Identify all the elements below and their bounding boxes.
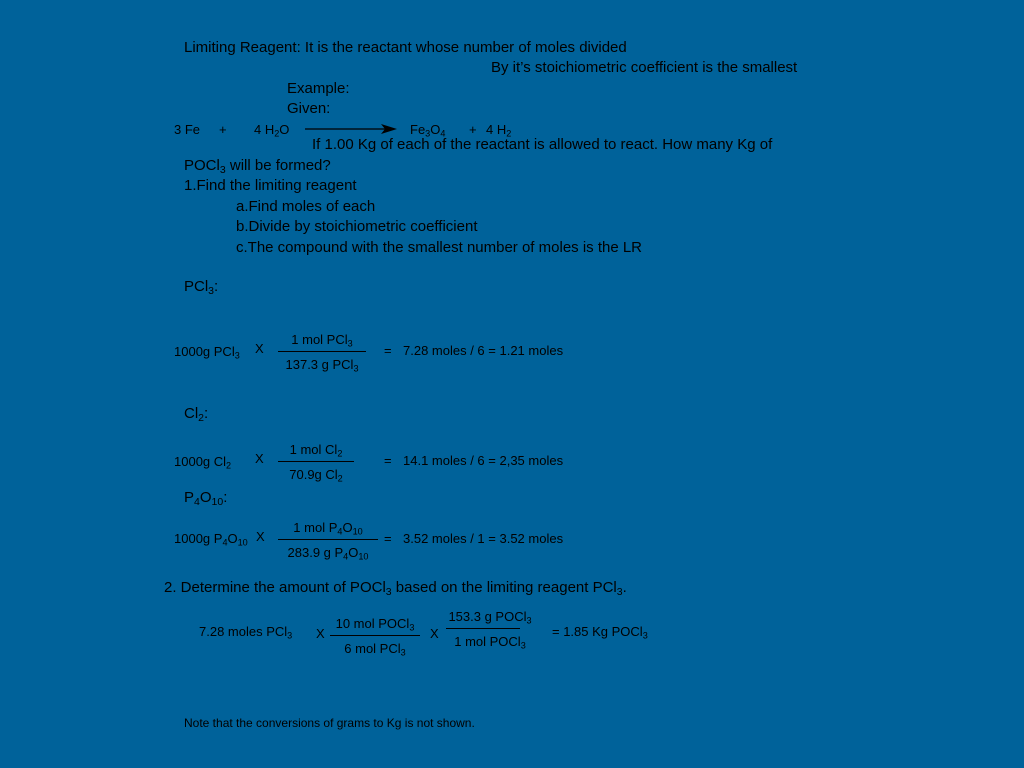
step-2: 2. Determine the amount of POCl$_3$ based on the limiting reagent PCl$_3$.	[164, 579, 627, 599]
multiply-sign: X	[430, 626, 439, 641]
plus-sign: +	[219, 122, 227, 137]
p4o10-result: 3.52 moles / 1 = 3.52 moles	[403, 531, 564, 546]
step-1a: a.Find moles of each	[236, 198, 376, 215]
fraction-numerator: 1 mol PCl$_3$	[291, 332, 353, 349]
equals-sign: =	[384, 531, 392, 546]
p4o10-heading: $P_4O_{10}$:	[184, 489, 228, 509]
step-1c: c.The compound with the smallest number of moles is the LR	[236, 239, 643, 256]
fraction-numerator: 10 mol POCl$_3$	[335, 616, 415, 633]
step-1: 1.Find the limiting reagent	[184, 177, 357, 194]
question-line-1: If 1.00 Kg of each of the reactant is allowed to react. How many Kg of	[312, 136, 773, 153]
example-label: Example:	[287, 80, 350, 97]
reactant-fe: 3 Fe	[174, 122, 201, 137]
fraction-denominator: 1 mol POCl$_3$	[454, 634, 526, 651]
step-1b: b.Divide by stoichiometric coefficient	[236, 218, 478, 235]
fraction-numerator: 153.3 g POCl$_3$	[448, 609, 532, 626]
reactant-h2o: 4 $H_2O$	[254, 122, 290, 139]
fraction-denominator: 137.3 g PCl$_3$	[285, 357, 359, 374]
given-label: Given:	[287, 100, 331, 117]
fraction-numerator: 1 mol $Cl_2$	[289, 442, 343, 459]
cl2-conversion-fraction	[278, 442, 354, 484]
fraction-denominator: 70.9g $Cl_2$	[289, 467, 343, 484]
p4o10-given: 1000g $P_4O_{10}$	[174, 531, 248, 548]
question-line-2: POCl$_3$ will be formed?	[184, 157, 331, 177]
reaction-arrow-icon	[305, 122, 397, 136]
multiply-sign: X	[255, 451, 264, 466]
equals-sign: =	[384, 343, 392, 358]
footnote: Note that the conversions of grams to Kg is not shown.	[184, 716, 475, 730]
definition-line-2: By it’s stoichiometric coefficient is the smallest	[491, 59, 798, 76]
step2-given: 7.28 moles PCl$_3$	[199, 624, 293, 641]
fraction-denominator: 283.9 g $P_4O_{10}$	[287, 545, 369, 562]
multiply-sign: X	[316, 626, 325, 641]
molar-mass-fraction	[440, 609, 540, 651]
fraction-bar	[278, 539, 378, 540]
pcl3-result: 7.28 moles / 6 = 1.21 moles	[403, 343, 564, 358]
fraction-bar	[446, 628, 520, 629]
mole-ratio-fraction	[330, 616, 420, 658]
cl2-given: 1000g $Cl_2$	[174, 454, 232, 471]
pcl3-heading: PCl$_3$:	[184, 278, 219, 298]
equals-sign: =	[384, 453, 392, 468]
step2-result: = 1.85 Kg POCl$_3$	[552, 624, 648, 641]
product-h2: 4 $H_2$	[486, 122, 512, 139]
product-fe3o4: $Fe_3O_4$	[410, 122, 446, 139]
fraction-bar	[278, 461, 354, 462]
cl2-result: 14.1 moles / 6 = 2,35 moles	[403, 453, 564, 468]
fraction-numerator: 1 mol $P_4O_{10}$	[293, 520, 363, 537]
cl2-heading: $Cl_2$:	[184, 405, 209, 425]
multiply-sign: X	[256, 529, 265, 544]
plus-sign: +	[469, 122, 477, 137]
pcl3-conversion-fraction	[278, 332, 366, 374]
fraction-bar	[330, 635, 420, 636]
fraction-denominator: 6 mol PCl$_3$	[344, 641, 406, 658]
pcl3-given: 1000g PCl$_3$	[174, 344, 240, 361]
fraction-bar	[278, 351, 366, 352]
definition-line-1: Limiting Reagent: It is the reactant whose number of moles divided	[184, 39, 627, 56]
p4o10-conversion-fraction	[278, 520, 378, 562]
multiply-sign: X	[255, 341, 264, 356]
